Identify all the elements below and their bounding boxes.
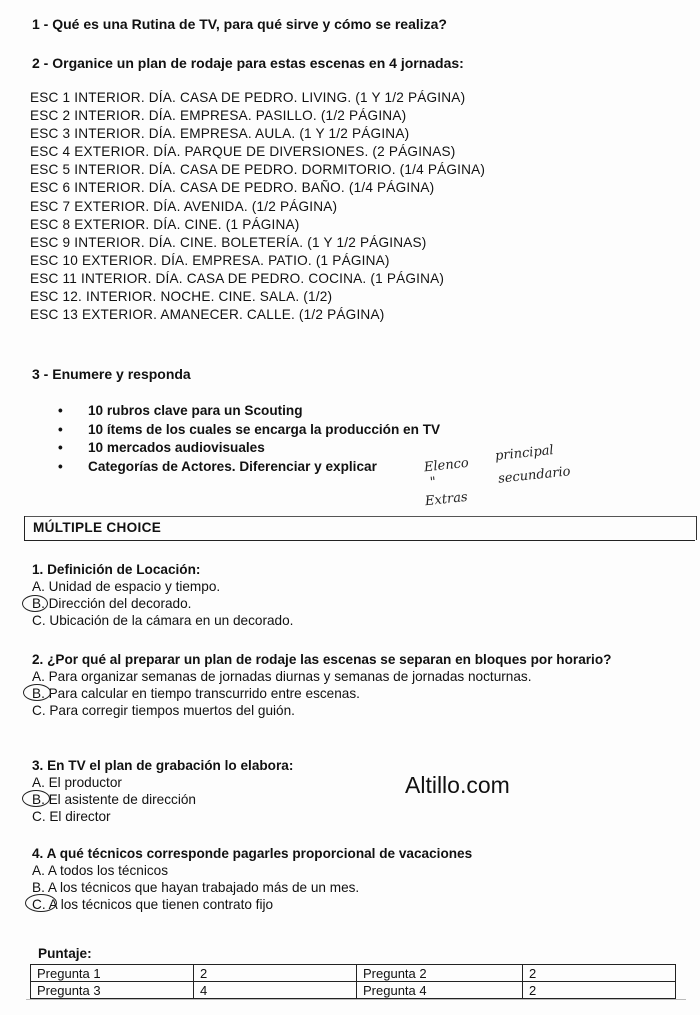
question-1: 1 - Qué es una Rutina de TV, para qué sirve y cómo se realiza? [32, 16, 447, 32]
answer-circle-mark [25, 894, 57, 912]
answer-circle-mark [22, 790, 50, 807]
mc-question-3 [32, 757, 632, 825]
mc-question-title: 4. A qué técnicos corresponde pagarles proporcional de vacaciones [32, 846, 473, 861]
scene-line: ESC 3 INTERIOR. DÍA. EMPRESA. AULA. (1 Y 1/2 PÁGINA) [30, 126, 410, 142]
bullet-item: • 10 ítems de los cuales se encarga la producción en TV [58, 421, 440, 440]
scene-line: ESC 2 INTERIOR. DÍA. EMPRESA. PASILLO. (1/2 PÁGINA) [30, 108, 407, 124]
scene-line: ESC 9 INTERIOR. DÍA. CINE. BOLETERÍA. (1 Y 1/2 PÁGINAS) [30, 234, 427, 250]
mc-option: A. A todos los técnicos [32, 863, 169, 878]
handwritten-note: Elenco [423, 455, 470, 476]
scene-line: ESC 13 EXTERIOR. AMANECER. CALLE. (1/2 PÁGINA) [30, 307, 385, 323]
mc-option: A. Para organizar semanas de jornadas diurnas y semanas de jornadas nocturnas. [32, 669, 532, 684]
table-cell: Pregunta 2 [357, 965, 523, 982]
handwritten-note: principal [494, 442, 555, 465]
bullet-list [58, 402, 440, 476]
scene-line: ESC 12. INTERIOR. NOCHE. CINE. SALA. (1/2) [30, 289, 333, 305]
question-3: 3 - Enumere y responda [32, 366, 191, 382]
bullet-item: • Categorías de Actores. Diferenciar y explicar [58, 458, 440, 477]
handwritten-note: Extras [424, 489, 469, 510]
mc-option: A. El productor [32, 775, 122, 790]
scene-line: ESC 5 INTERIOR. DÍA. CASA DE PEDRO. DORMITORIO. (1/4 PÁGINA) [30, 162, 486, 178]
scene-line: ESC 10 EXTERIOR. DÍA. EMPRESA. PATIO. (1 PÁGINA) [30, 252, 390, 268]
scene-line: ESC 4 EXTERIOR. DÍA. PARQUE DE DIVERSIONES. (2 PÁGINAS) [30, 144, 456, 160]
table-row [31, 982, 676, 999]
answer-circle-mark [22, 595, 48, 612]
bullet-item: • 10 mercados audiovisuales [58, 439, 440, 458]
mc-question-1 [32, 561, 632, 629]
divider [696, 516, 697, 540]
mc-option: B. El asistente de dirección [32, 792, 196, 807]
scene-line: ESC 6 INTERIOR. DÍA. CASA DE PEDRO. BAÑO. (1/4 PÁGINA) [30, 180, 435, 196]
table-cell: 2 [194, 965, 357, 982]
mc-question-4 [32, 845, 632, 913]
mc-option: B. A los técnicos que hayan trabajado más de un mes. [32, 880, 360, 895]
divider [25, 516, 697, 517]
score-table [30, 964, 676, 999]
scene-line: ESC 11 INTERIOR. DÍA. CASA DE PEDRO. COCINA. (1 PÁGINA) [30, 270, 445, 286]
mc-question-title: 3. En TV el plan de grabación lo elabora: [32, 758, 294, 773]
mc-question-2 [32, 651, 632, 719]
multiple-choice-title: MÚLTIPLE CHOICE [33, 520, 162, 535]
handwritten-note: " [429, 474, 437, 491]
table-cell: Pregunta 3 [31, 982, 194, 999]
handwritten-note: secundario [497, 464, 572, 487]
mc-option: B. Dirección del decorado. [32, 596, 192, 611]
mc-option: B. Para calcular en tiempo transcurrido entre escenas. [32, 686, 360, 701]
scene-line: ESC 7 EXTERIOR. DÍA. AVENIDA. (1/2 PÁGINA) [30, 198, 338, 214]
mc-question-title: 1. Definición de Locación: [32, 562, 201, 577]
multiple-choice-header [24, 516, 695, 541]
scene-line: ESC 8 EXTERIOR. DÍA. CINE. (1 PÁGINA) [30, 216, 300, 232]
mc-question-title: 2. ¿Por qué al preparar un plan de rodaje las escenas se separan en bloques por horario? [32, 652, 612, 667]
watermark: Altillo.com [405, 772, 510, 798]
table-cell: 4 [194, 982, 357, 999]
mc-option: C. El director [32, 809, 111, 824]
mc-option: C. Para corregir tiempos muertos del guión. [32, 703, 295, 718]
table-row [31, 965, 676, 982]
bullet-item: • 10 rubros clave para un Scouting [58, 402, 440, 421]
table-cell: 2 [523, 982, 676, 999]
table-cell: Pregunta 1 [31, 965, 194, 982]
scene-list [30, 89, 485, 324]
answer-circle-mark [23, 684, 51, 701]
table-cell: Pregunta 4 [357, 982, 523, 999]
divider [26, 999, 686, 1000]
scene-line: ESC 1 INTERIOR. DÍA. CASA DE PEDRO. LIVING. (1 Y 1/2 PÁGINA) [30, 90, 466, 105]
table-cell: 2 [523, 965, 676, 982]
mc-option: C. Ubicación de la cámara en un decorado. [32, 613, 294, 628]
mc-option: A. Unidad de espacio y tiempo. [32, 579, 221, 594]
score-label: Puntaje: [38, 946, 92, 961]
mc-option: C. A los técnicos que tienen contrato fijo [32, 897, 274, 912]
question-2: 2 - Organice un plan de rodaje para estas escenas en 4 jornadas: [32, 55, 464, 71]
